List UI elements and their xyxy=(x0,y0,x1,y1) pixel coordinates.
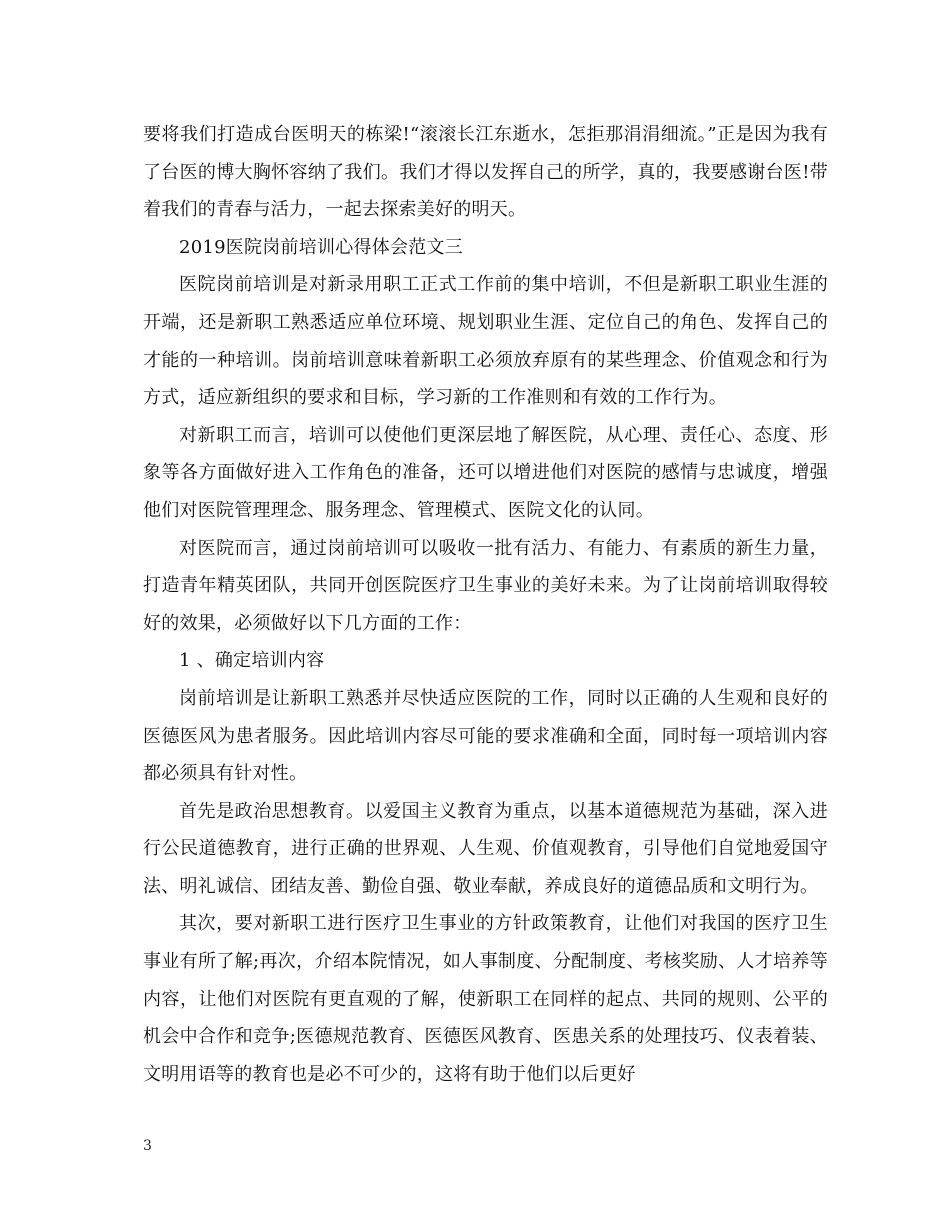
paragraph-9: 其次，要对新职工进行医疗卫生事业的方针政策教育，让他们对我国的医疗卫生事业有所了解;再次，介绍本院情况，如人事制度、分配制度、考核奖励、人才培养等内容，让他们对医院有更直观的了解，使新职工在同样的起点、共同的规则、公平的机会中合作和竞争;医德规范教育、医德医风教育、医患关系的处理技巧、仪表着装、文明用语等的教育也是必不可少的，这将有助于他们以后更好 xyxy=(143,913,828,1085)
page-number: 3 xyxy=(143,1138,152,1154)
paragraph-4: 对新职工而言，培训可以使他们更深层地了解医院，从心理、责任心、态度、形象等各方面做好进入工作角色的准备，还可以增进他们对医院的感情与忠诚度，增强他们对医院管理理念、服务理念、管理模式、医院文化的认同。 xyxy=(143,424,828,521)
paragraph-1: 要将我们打造成台医明天的栋梁!“滚滚长江东逝水，怎拒那涓涓细流。”正是因为我有了台医的博大胸怀容纳了我们。我们才得以发挥自己的所学，真的，我要感谢台医!带着我们的青春与活力，一起去探索美好的明天。 xyxy=(143,124,828,221)
paragraph-8: 首先是政治思想教育。以爱国主义教育为重点，以基本道德规范为基础，深入进行公民道德教育，进行正确的世界观、人生观、价值观教育，引导他们自觉地爱国守法、明礼诚信、团结友善、勤俭自强、敬业奉献，养成良好的道德品质和文明行为。 xyxy=(143,800,828,897)
subsection-heading: 1 、确定培训内容 xyxy=(179,650,325,672)
paragraph-3: 医院岗前培训是对新录用职工正式工作前的集中培训，不但是新职工职业生涯的开端，还是新职工熟悉适应单位环境、规划职业生涯、定位自己的角色、发挥自己的才能的一种培训。岗前培训意味着新职工必须放弃原有的某些理念、价值观念和行为方式，适应新组织的要求和目标，学习新的工作准则和有效的工作行为。 xyxy=(143,274,828,409)
paragraph-5: 对医院而言，通过岗前培训可以吸收一批有活力、有能力、有素质的新生力量，打造青年精英团队，共同开创医院医疗卫生事业的美好未来。为了让岗前培训取得较好的效果，必须做好以下几方面的工作： xyxy=(143,537,828,634)
paragraph-7: 岗前培训是让新职工熟悉并尽快适应医院的工作，同时以正确的人生观和良好的医德医风为患者服务。因此培训内容尽可能的要求准确和全面，同时每一项培训内容都必须具有针对性。 xyxy=(143,687,828,785)
document-body xyxy=(143,116,828,1093)
section-heading: 2019医院岗前培训心得体会范文三 xyxy=(179,236,464,258)
